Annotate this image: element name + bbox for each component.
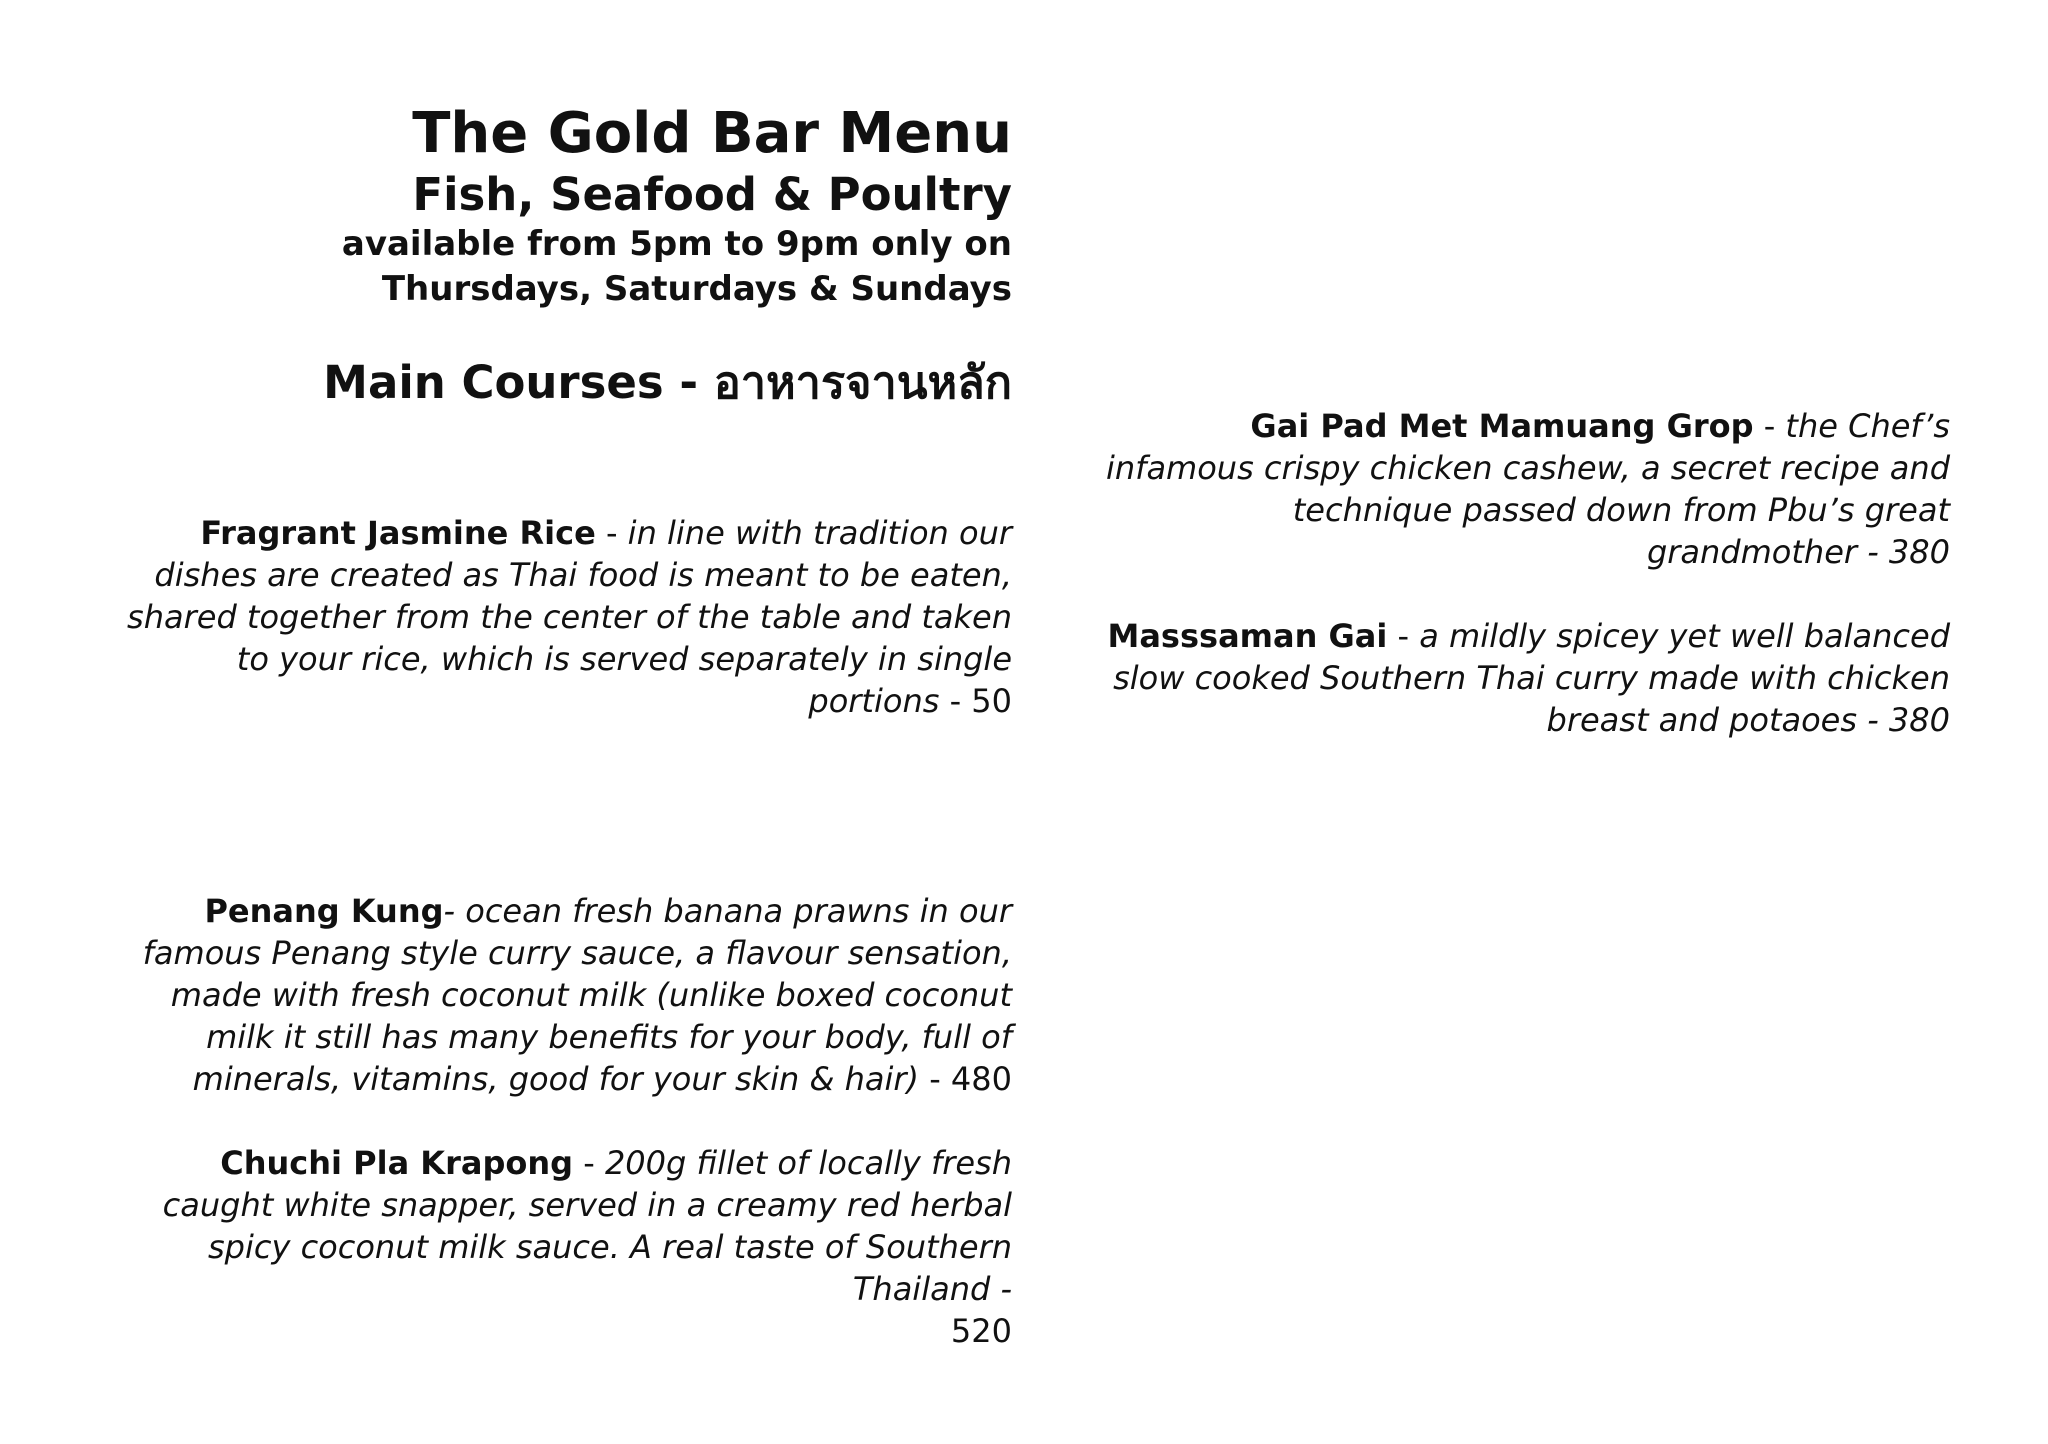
dish-price: 520 <box>950 1312 1012 1350</box>
dish-separator: - <box>1753 407 1786 445</box>
dish-price: 480 <box>950 1060 1012 1098</box>
availability-line-1: available from 5pm to 9pm only on <box>341 224 1012 264</box>
dish-name: Chuchi Pla Krapong <box>220 1144 574 1182</box>
dish-name: Masssaman Gai <box>1107 617 1388 655</box>
dish-masssaman-gai <box>1100 615 1950 741</box>
availability-line-2: Thursdays, Saturdays & Sundays <box>381 269 1012 309</box>
dish-separator: - <box>443 892 466 930</box>
dish-separator: - <box>573 1144 605 1182</box>
dish-price: 50 <box>971 682 1012 720</box>
dish-description: the Chef’s infamous crispy chicken cashew, a secret recipe and technique passed down from Pbu’s great grandmother - 380 <box>1106 407 1950 571</box>
dish-description: a mildly spicey yet well balanced slow cooked Southern Thai curry made with chicken breast and potaoes - 380 <box>1113 617 1950 739</box>
section-heading: Main Courses - อาหารจานหลัก <box>323 356 1012 409</box>
menu-subtitle: Fish, Seafood & Poultry <box>412 168 1012 221</box>
dish-separator: - <box>1387 617 1420 655</box>
dish-gai-pad-met-mamuang-grop <box>1100 405 1950 573</box>
dish-description: 200g fillet of locally fresh caught white snapper, served in a creamy red herbal spicy coconut milk sauce. A real taste of Southern Thailand - <box>162 1144 1012 1308</box>
dish-description: in line with tradition our dishes are created as Thai food is meant to be eaten, shared together from the center of the table and taken to your rice, which is served separately in single portions <box>127 514 1012 720</box>
dish-penang-kung <box>100 890 1012 1100</box>
dish-name: Fragrant Jasmine Rice <box>200 514 596 552</box>
dish-name: Penang Kung <box>204 892 444 930</box>
dish-price-separator: - <box>939 682 972 720</box>
dish-name: Gai Pad Met Mamuang Grop <box>1250 407 1754 445</box>
dish-separator: - <box>595 514 628 552</box>
dish-description: ocean fresh banana prawns in our famous Penang style curry sauce, a flavour sensation, made with fresh coconut milk (unlike boxed coconut milk it still has many benefits for your body, full of minerals, vitamins, good for your skin & hair) <box>142 892 1012 1098</box>
dish-chuchi-pla-krapong <box>100 1142 1012 1352</box>
menu-title: The Gold Bar Menu <box>412 101 1012 166</box>
menu-right-column <box>1100 405 1950 741</box>
menu-left-column <box>100 100 1012 1352</box>
dish-fragrant-jasmine-rice <box>100 512 1012 722</box>
dish-price-separator: - <box>919 1060 951 1098</box>
